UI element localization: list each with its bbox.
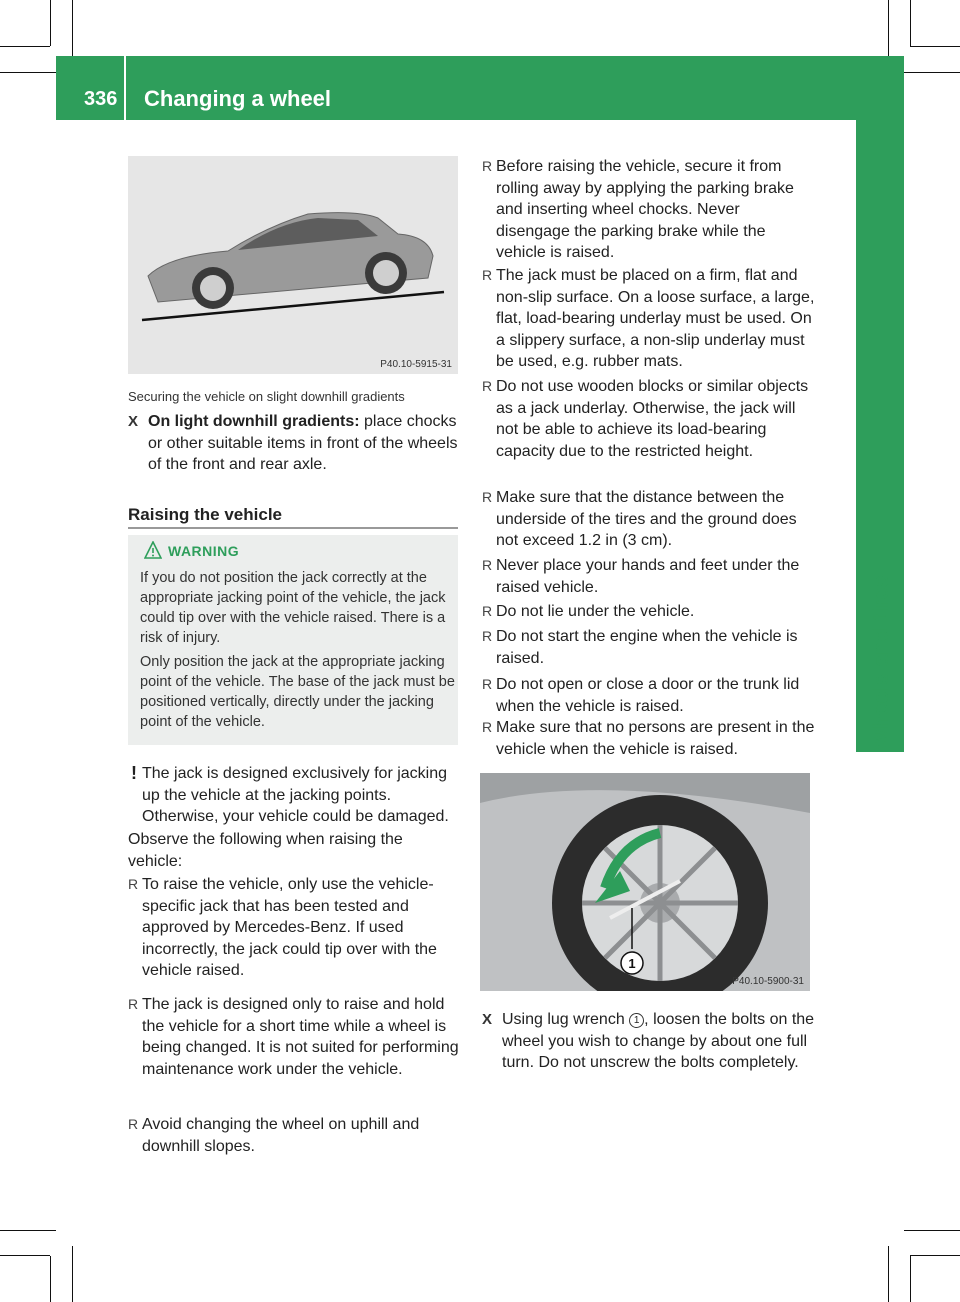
warning-title: WARNING	[168, 543, 240, 559]
wheel-illustration	[480, 773, 810, 991]
step-instruction	[482, 1009, 824, 1074]
page-title: Changing a wheel	[144, 86, 332, 111]
step-bold-label: On light downhill gradients:	[148, 413, 360, 430]
notice-marker: !	[131, 763, 137, 783]
step-text: place chocks or other suitable items in front of the wheels of the front and rear axle.	[148, 413, 458, 473]
list-item: R The jack must be placed on a firm, flat and non-slip surface. On a loose surface, a large, flat, load-bearing underlay must be used. On a slippery surface, a non-slip underlay must be used, e.g. rubber mats.	[482, 265, 816, 373]
crop-mark	[888, 0, 889, 56]
warning-triangle-icon	[144, 541, 162, 559]
crop-mark	[0, 1230, 56, 1231]
list-item: R Make sure that no persons are present in the vehicle when the vehicle is raised.	[482, 717, 816, 760]
list-item: R Before raising the vehicle, secure it from rolling away by applying the parking brake and inserting wheel chocks. Never disengage the parking brake while the vehicle is raised.	[482, 156, 816, 264]
list-item: R Do not use wooden blocks or similar objects as a jack underlay. Otherwise, the jack will not be able to achieve its load-bearing capacity due to the restricted height.	[482, 376, 816, 462]
step-instruction	[128, 411, 473, 476]
list-item: R The jack is designed only to raise and hold the vehicle for a short time while a wheel is being changed. It is not suited for performing maintenance work under the vehicle.	[128, 994, 460, 1080]
crop-mark	[910, 1256, 911, 1302]
section-tab-label: Wheels and tires	[868, 575, 893, 750]
figure-code: P40.10-5915-31	[380, 359, 452, 370]
warning-text: If you do not position the jack correctly at the appropriate jacking point of the vehicle, the jack could tip over with the vehicle raised. There is a risk of injury.	[140, 570, 446, 646]
step-text: , loosen the bolts on the wheel you wish to change by about one full turn. Do not unscrew the bolts completely.	[502, 1011, 815, 1071]
page-number: 336	[84, 88, 118, 110]
warning-text: Only position the jack at the appropriate jacking point of the vehicle. The base of the jack must be positioned vertically, directly under the jacking point of the vehicle.	[140, 654, 455, 730]
crop-mark	[50, 0, 51, 46]
crop-mark	[904, 72, 960, 73]
crop-mark	[0, 1255, 50, 1256]
paragraph: Observe the following when raising the vehicle:	[128, 831, 403, 870]
list-item: R Do not lie under the vehicle.	[482, 601, 816, 623]
car-illustration	[128, 156, 458, 374]
crop-mark	[910, 46, 960, 47]
callout-marker: 1	[629, 1013, 644, 1028]
crop-mark	[888, 1246, 889, 1302]
notice-text: The jack is designed exclusively for jacking up the vehicle at the jacking points. Otherwise, your vehicle could be damaged.	[142, 765, 449, 825]
figure-caption: Securing the vehicle on slight downhill gradients	[128, 389, 405, 404]
figure-code: P40.10-5900-31	[732, 976, 804, 987]
list-item: R Never place your hands and feet under the raised vehicle.	[482, 555, 816, 598]
step-text: Using lug wrench	[502, 1011, 630, 1028]
section-rule	[128, 527, 458, 529]
figure-lug-wrench	[480, 773, 810, 991]
crop-mark	[910, 0, 911, 46]
list-item: R Do not open or close a door or the trunk lid when the vehicle is raised.	[482, 674, 816, 717]
list-item: R Do not start the engine when the vehicle is raised.	[482, 626, 816, 669]
crop-mark	[72, 1246, 73, 1302]
list-item: R To raise the vehicle, only use the vehicle-specific jack that has been tested and approved by Mercedes-Benz. If used incorrectly, the jack could tip over with the vehicle raised.	[128, 874, 460, 982]
header-divider	[124, 56, 126, 120]
list-item: R Make sure that the distance between the underside of the tires and the ground does not exceed 1.2 in (3 cm).	[482, 487, 816, 552]
crop-mark	[50, 1256, 51, 1302]
crop-mark	[904, 1230, 960, 1231]
crop-mark	[72, 0, 73, 56]
list-item: R Avoid changing the wheel on uphill and downhill slopes.	[128, 1114, 460, 1157]
figure-car-slope	[128, 156, 458, 374]
crop-mark	[910, 1255, 960, 1256]
crop-mark	[0, 72, 56, 73]
crop-mark	[0, 46, 50, 47]
callout-label: 1	[628, 956, 636, 971]
section-heading: Raising the vehicle	[128, 505, 282, 524]
warning-box	[128, 535, 458, 745]
